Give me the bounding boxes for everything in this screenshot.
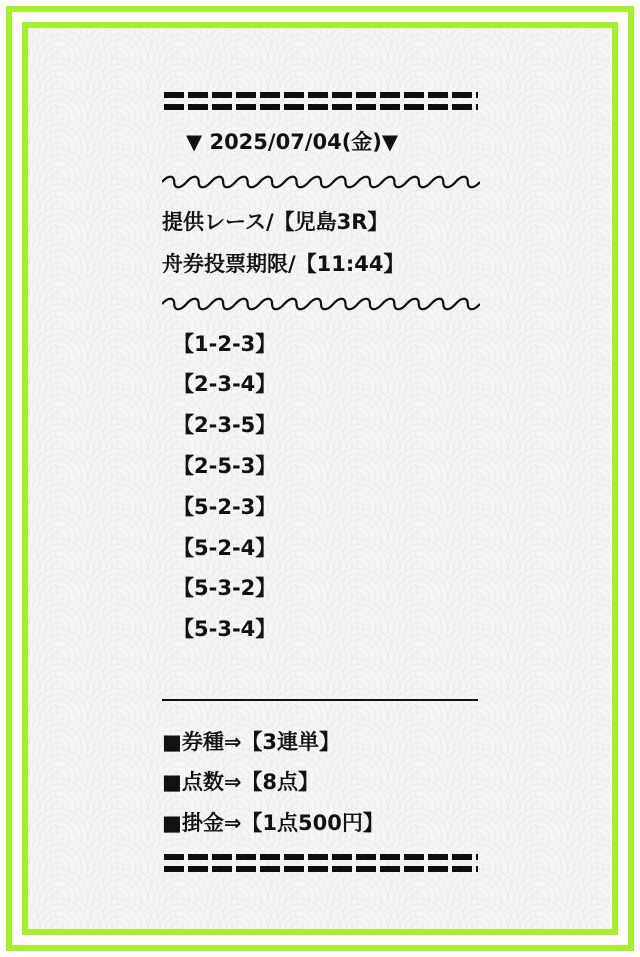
wave-divider-top [162,174,480,190]
deadline-line: 舟券投票期限/【11:44】 [162,252,405,276]
combination-item: 【1-2-3】 [173,332,277,356]
wave-divider-bottom [162,296,480,312]
combination-item: 【2-3-5】 [173,413,277,437]
points-line: ■点数⇒【8点】 [162,770,320,794]
ticket-type-line: ■券種⇒【3連単】 [162,730,341,754]
race-line: 提供レース/【児島3R】 [162,210,389,234]
combination-item: 【5-2-4】 [173,536,277,560]
inner-frame [22,22,618,935]
date-line: ▼ 2025/07/04(金)▼ [186,130,399,154]
solid-divider [162,699,478,701]
bottom-double-rule [164,854,478,874]
combination-item: 【2-3-4】 [173,372,277,396]
stake-line: ■掛金⇒【1点500円】 [162,811,384,835]
combination-item: 【5-2-3】 [173,495,277,519]
combination-item: 【2-5-3】 [173,454,277,478]
combination-item: 【5-3-4】 [173,617,277,641]
top-double-rule [164,92,478,112]
combination-item: 【5-3-2】 [173,576,277,600]
betting-slip [28,28,612,929]
